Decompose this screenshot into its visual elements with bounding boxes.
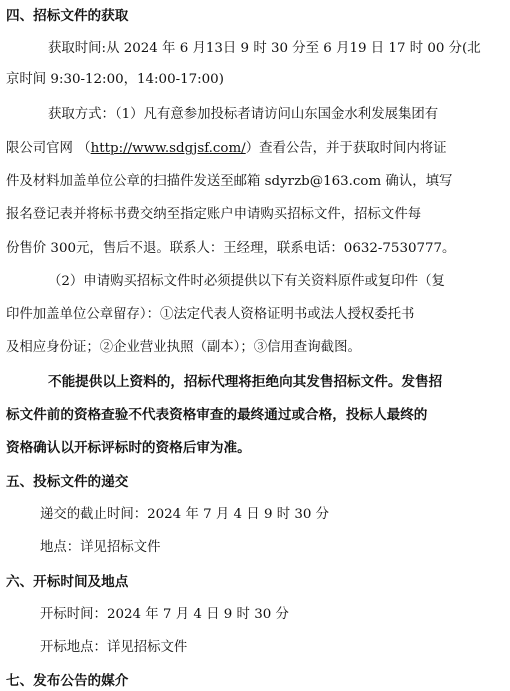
- warning-line-2: 标文件前的资格查验不代表资格审查的最终通过或合格，投标人最终的: [6, 407, 428, 423]
- acquisition-method-line-5: 份售价 300元，售后不退。联系人：王经理，联系电话：0632-7530777。: [6, 241, 456, 256]
- method-line-2-suffix: ）查看公告，并于获取时间内将证: [245, 141, 447, 156]
- acquisition-method-line-2: [6, 139, 447, 159]
- submission-deadline: 递交的截止时间：2024 年 7 月 4 日 9 时 30 分: [40, 507, 330, 522]
- section-5-heading: 五、投标文件的递交: [6, 474, 129, 490]
- required-materials-line-3: 及相应身份证；②企业营业执照（副本）；③信用查询截图。: [6, 340, 361, 355]
- opening-time: 开标时间：2024 年 7 月 4 日 9 时 30 分: [40, 607, 289, 622]
- acquisition-method-line-3: 件及材料加盖单位公章的扫描件发送至邮箱 sdyrzb@163.com 确认，填写: [6, 174, 453, 189]
- acquisition-method-line-1: 获取方式：（1）凡有意参加投标者请访问山东国金水利发展集团有: [48, 107, 439, 122]
- acquisition-time-line-1: 获取时间:从 2024 年 6 月13日 9 时 30 分至 6 月19 日 17 时 00 分(北: [48, 41, 481, 56]
- warning-line-3: 资格确认以开标评标时的资格后审为准。: [6, 440, 251, 456]
- section-6-heading: 六、开标时间及地点: [6, 574, 129, 590]
- section-4-heading: 四、招标文件的获取: [6, 8, 129, 24]
- acquisition-method-line-4: 报名登记表并将标书费交纳至指定账户申请购买招标文件，招标文件每: [6, 207, 422, 222]
- method-line-2-prefix: 限公司官网 （: [6, 141, 91, 156]
- warning-line-1: 不能提供以上资料的，招标代理将拒绝向其发售招标文件。发售招: [48, 374, 443, 390]
- required-materials-line-1: （2）申请购买招标文件时必须提供以下有关资料原件或复印件（复: [48, 274, 445, 289]
- required-materials-line-2: 印件加盖单位公章留存）：①法定代表人资格证明书或法人授权委托书: [6, 307, 415, 322]
- official-website-link[interactable]: http://www.sdgjsf.com/: [90, 141, 246, 156]
- acquisition-time-line-2: 京时间 9:30-12:00，14:00-17:00): [6, 72, 224, 87]
- opening-location: 开标地点：详见招标文件: [40, 640, 188, 655]
- section-7-heading: 七、发布公告的媒介: [6, 673, 129, 689]
- submission-location: 地点：详见招标文件: [40, 540, 161, 555]
